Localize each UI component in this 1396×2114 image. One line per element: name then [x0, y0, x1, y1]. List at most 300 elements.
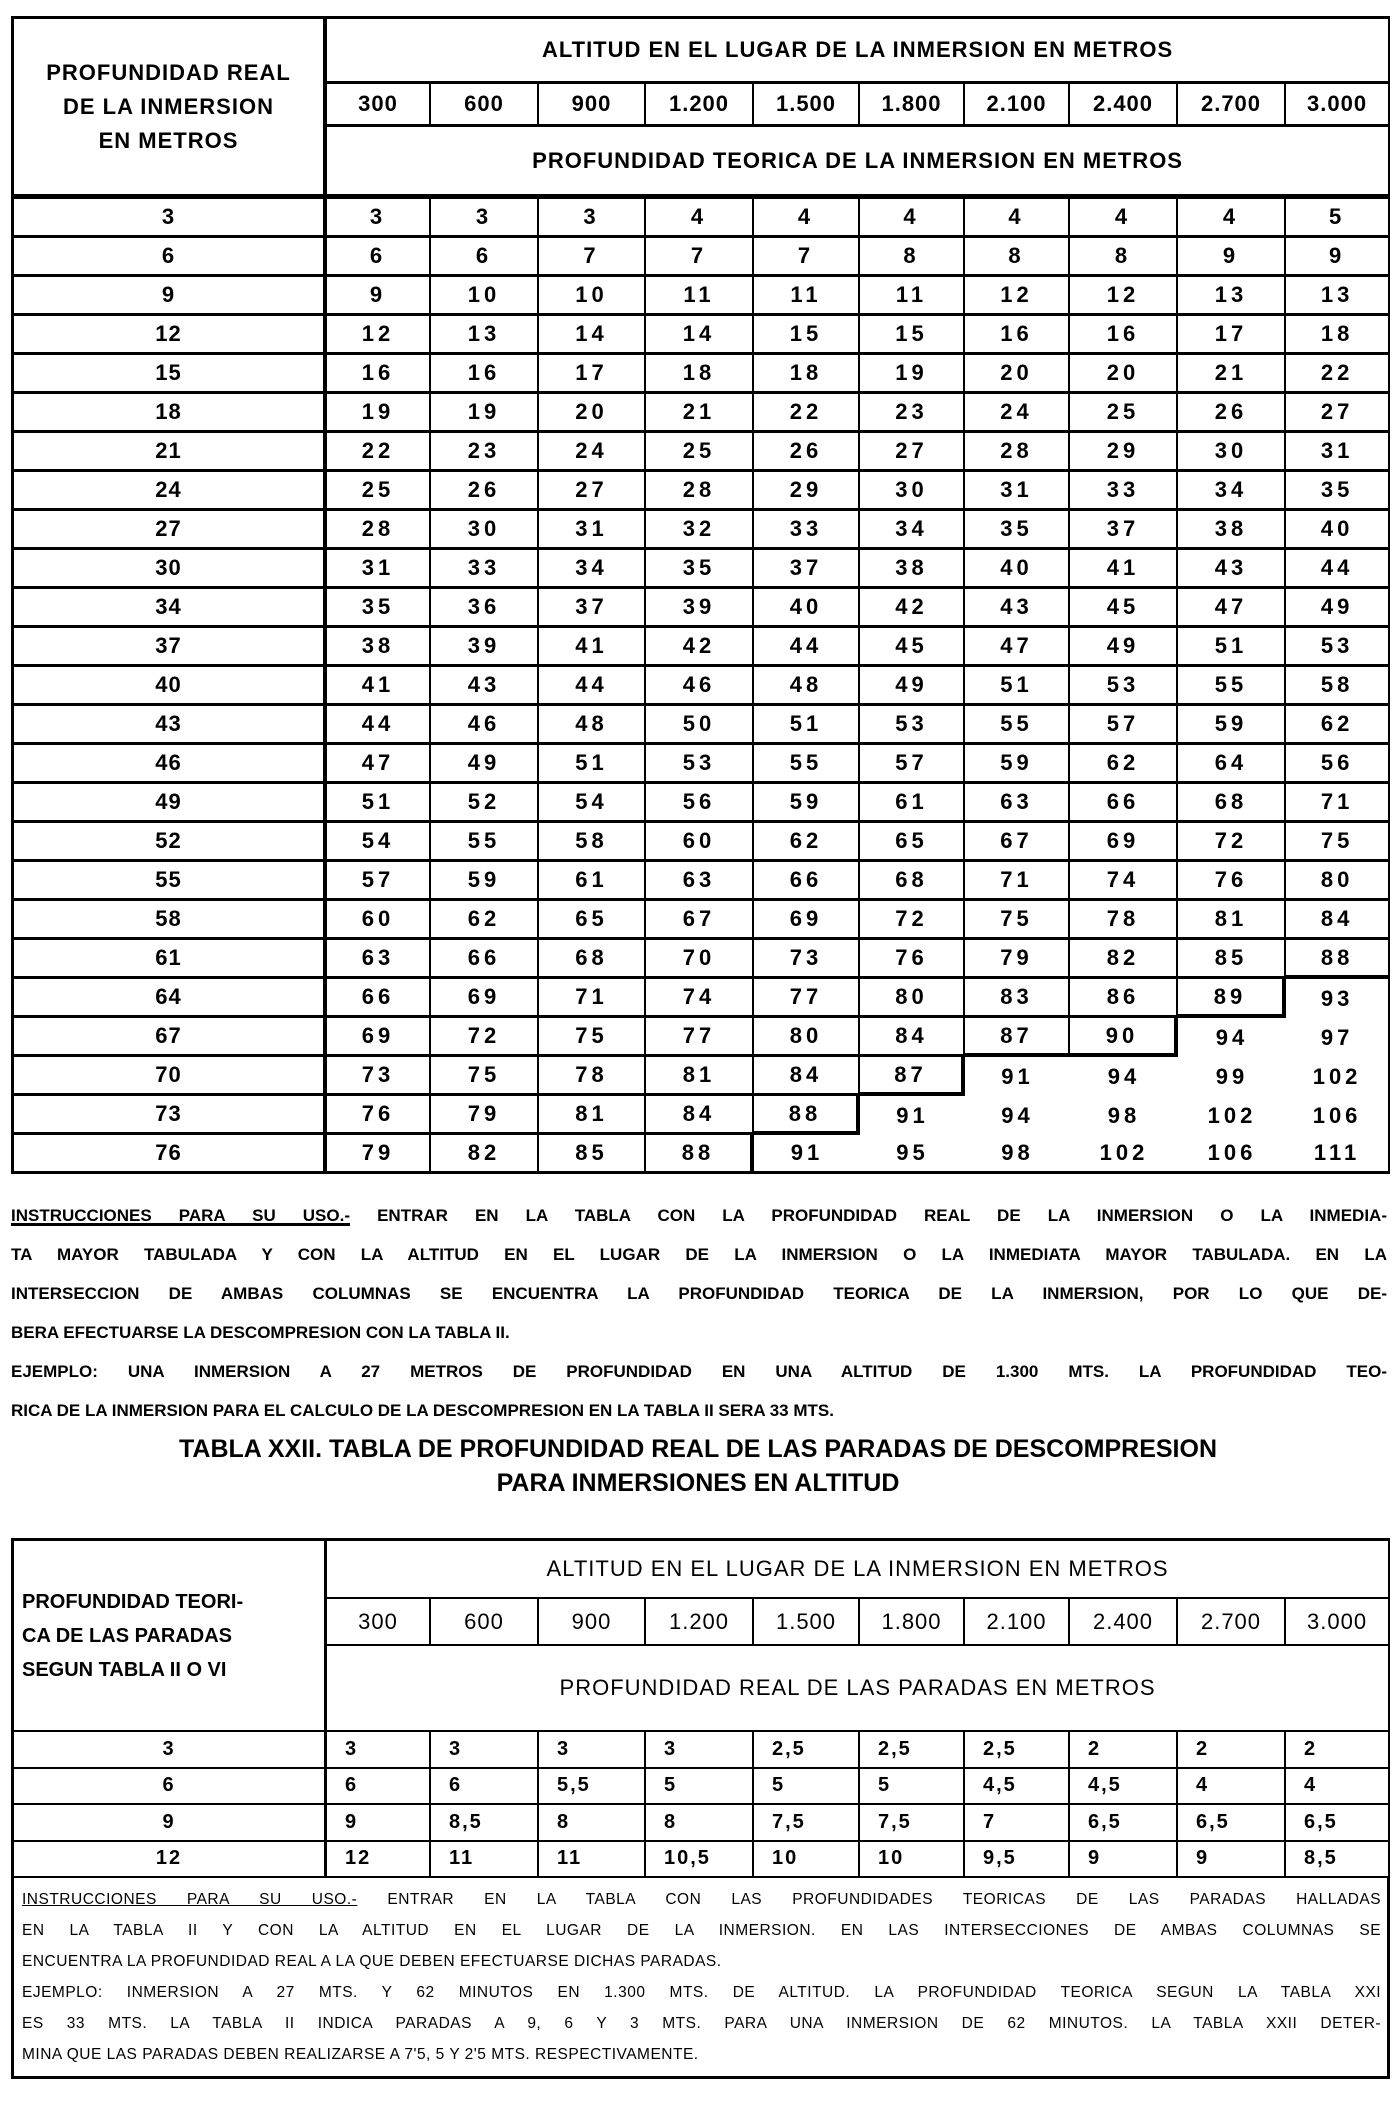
theoretical-depth-cell: 35: [965, 511, 1070, 550]
theoretical-depth-cell: 33: [431, 550, 539, 589]
theoretical-depth-cell: 3: [431, 199, 539, 238]
theoretical-depth-cell: 15: [754, 316, 860, 355]
theoretical-depth-cell: 35: [1286, 472, 1390, 511]
real-depth-cell: 24: [14, 472, 327, 511]
theoretical-depth-cell: 41: [1070, 550, 1178, 589]
theoretical-depth-cell: 80: [1286, 862, 1390, 901]
theoretical-depth-cell: 94: [1215, 1024, 1249, 1050]
theoretical-depth-cell: 16: [1070, 316, 1178, 355]
real-depth-cell: 61: [14, 940, 327, 979]
real-depth-cell: 76: [14, 1135, 327, 1174]
theoretical-stop-cell: 3: [14, 1732, 327, 1769]
theoretical-depth-cell: 7: [754, 238, 860, 277]
theoretical-depth-cell: 64: [1178, 745, 1286, 784]
header-line: EN METROS: [98, 127, 239, 153]
real-stop-depth-cell: 10: [754, 1842, 860, 1879]
theoretical-depth-cell: 62: [754, 823, 860, 862]
theoretical-depth-cell: 53: [1070, 667, 1178, 706]
theoretical-depth-cell: 53: [1286, 628, 1390, 667]
theoretical-depth-cell: 4: [860, 199, 965, 238]
table-row: [14, 667, 1390, 706]
theoretical-depth-cell: 81: [539, 1096, 646, 1135]
real-depth-cell: 46: [14, 745, 327, 784]
theoretical-depth-cell: 62: [431, 901, 539, 940]
real-stop-depth-cell: 10,5: [646, 1842, 754, 1879]
altitude-header-cell: 1.500: [754, 1599, 860, 1646]
altitude-title: ALTITUD EN EL LUGAR DE LA INMERSION EN METROS: [327, 1541, 1390, 1599]
altitude-header-cell: 2.400: [1070, 1599, 1178, 1646]
real-stop-depth-cell: 8: [539, 1805, 646, 1842]
example-line: RICA DE LA INMERSION PARA EL CALCULO DE LA DESCOMPRESION EN LA TABLA II SERA 33 MTS.: [11, 1401, 834, 1420]
theoretical-depth-cell: 43: [1178, 550, 1286, 589]
table-row: [14, 199, 1390, 238]
real-stop-depth-cell: 2,5: [860, 1732, 965, 1769]
theoretical-depth-cell: 88: [1286, 940, 1390, 979]
theoretical-depth-cell: 84: [646, 1096, 754, 1135]
theoretical-depth-cell: 79: [327, 1135, 431, 1174]
title-line: TABLA XXII. TABLA DE PROFUNDIDAD REAL DE LAS PARADAS DE DESCOMPRESION: [178, 1435, 1217, 1463]
theoretical-depth-cell: 74: [1070, 862, 1178, 901]
real-stop-depth-cell: 4,5: [1070, 1769, 1178, 1806]
theoretical-depth-cell: 57: [327, 862, 431, 901]
theoretical-depth-cell: 95: [860, 1135, 965, 1174]
real-stop-depth-cell: 9: [327, 1805, 431, 1842]
theoretical-depth-cell: 68: [1178, 784, 1286, 823]
real-depth-cell: 21: [14, 433, 327, 472]
theoretical-depth-cell: 31: [327, 550, 431, 589]
real-depth-cell: 67: [14, 1018, 327, 1057]
real-stop-depth-cell: 11: [431, 1842, 539, 1879]
theoretical-depth-cell: 55: [1178, 667, 1286, 706]
real-depth-cell: 6: [14, 238, 327, 277]
altitude-header-cell: 1.800: [860, 1599, 965, 1646]
theoretical-stop-cell: 6: [14, 1769, 327, 1806]
theoretical-depth-cell: 18: [754, 355, 860, 394]
theoretical-depth-cell: 14: [539, 316, 646, 355]
altitude-header-cell: 900: [539, 1599, 646, 1646]
real-stop-depth-cell: 6,5: [1286, 1805, 1390, 1842]
theoretical-depth-cell: 87: [965, 1018, 1070, 1057]
theoretical-depth-cell: 13: [1286, 277, 1390, 316]
table-row: [14, 706, 1390, 745]
theoretical-depth-cell: 29: [754, 472, 860, 511]
table-row: [14, 1732, 1390, 1769]
decompression-stops-table: [11, 1538, 1390, 2079]
theoretical-depth-cell: 31: [965, 472, 1070, 511]
theoretical-depth-cell: 37: [539, 589, 646, 628]
theoretical-depth-cell: 84: [860, 1018, 965, 1057]
theoretical-depth-cell: 34: [1178, 472, 1286, 511]
table-row: [14, 784, 1390, 823]
theoretical-depth-cell: 10: [431, 277, 539, 316]
real-stop-depth-cell: 5,5: [539, 1769, 646, 1806]
table-row: [14, 940, 1390, 979]
table-row: [14, 355, 1390, 394]
theoretical-depth-cell: 102: [1207, 1102, 1257, 1128]
theoretical-depth-cell: 53: [646, 745, 754, 784]
real-stop-depth-cell: 6: [431, 1769, 539, 1806]
altitude-header-cell: 2.100: [965, 1599, 1070, 1646]
header-line: PROFUNDIDAD TEORI-: [22, 1590, 244, 1613]
real-stop-depth-cell: 4: [1178, 1769, 1286, 1806]
theoretical-depth-cell: 63: [646, 862, 754, 901]
theoretical-depth-cell: 72: [1178, 823, 1286, 862]
theoretical-depth-cell: 98: [1107, 1102, 1141, 1128]
theoretical-depth-cell: 60: [646, 823, 754, 862]
theoretical-depth-cell: 56: [1286, 745, 1390, 784]
real-stop-depth-cell: 7: [965, 1805, 1070, 1842]
altitude-header-cell: 300: [327, 1599, 431, 1646]
theoretical-depth-cell: 9: [327, 277, 431, 316]
table-row: [14, 862, 1390, 901]
theoretical-depth-cell: 88: [754, 1096, 860, 1135]
theoretical-depth-cell: 63: [965, 784, 1070, 823]
theoretical-depth-cell: 14: [646, 316, 754, 355]
theoretical-depth-cell: 76: [327, 1096, 431, 1135]
table-row: [14, 1769, 1390, 1806]
theoretical-depth-cell: 38: [327, 628, 431, 667]
real-depth-cell: 55: [14, 862, 327, 901]
theoretical-depth-cell: 35: [646, 550, 754, 589]
theoretical-depth-cell: 111: [1286, 1135, 1390, 1174]
theoretical-depth-cell: 23: [431, 433, 539, 472]
theoretical-depth-cell: 45: [860, 628, 965, 667]
theoretical-depth-cell: 79: [965, 940, 1070, 979]
real-depth-cell: 43: [14, 706, 327, 745]
theoretical-depth-cell: 37: [754, 550, 860, 589]
theoretical-depth-cell: 24: [965, 394, 1070, 433]
theoretical-depth-cell: 77: [646, 1018, 754, 1057]
theoretical-depth-cell: 8: [860, 238, 965, 277]
real-depth-cell: 34: [14, 589, 327, 628]
theoretical-depth-cell: 71: [965, 862, 1070, 901]
theoretical-depth-cell: 19: [327, 394, 431, 433]
real-depth-cell: 27: [14, 511, 327, 550]
theoretical-depth-cell: 49: [431, 745, 539, 784]
theoretical-stop-cell: 9: [14, 1805, 327, 1842]
altitude-header-cell: 2.400: [1070, 84, 1178, 127]
theoretical-depth-cell: 76: [860, 940, 965, 979]
theoretical-depth-cell: 16: [327, 355, 431, 394]
table-row: [14, 511, 1390, 550]
real-stop-depth-cell: 5: [754, 1769, 860, 1806]
theoretical-stop-depth-header: [14, 1541, 327, 1732]
real-stop-depth-cell: 2,5: [965, 1732, 1070, 1769]
theoretical-depth-cell: 9: [1286, 238, 1390, 277]
real-stop-depth-cell: 9: [1070, 1842, 1178, 1879]
real-stop-depth-cell: 9: [1178, 1842, 1286, 1879]
real-stop-depth-cell: 3: [539, 1732, 646, 1769]
theoretical-depth-cell: 36: [431, 589, 539, 628]
theoretical-depth-cell: 26: [431, 472, 539, 511]
theoretical-depth-cell: 6: [431, 238, 539, 277]
theoretical-depth-cell: 48: [754, 667, 860, 706]
theoretical-depth-cell: 30: [860, 472, 965, 511]
theoretical-depth-cell: 80: [860, 979, 965, 1018]
theoretical-depth-cell: 45: [1070, 589, 1178, 628]
theoretical-depth-subtitle: PROFUNDIDAD TEORICA DE LA INMERSION EN METROS: [327, 127, 1390, 199]
theoretical-depth-cell: 94: [1107, 1063, 1141, 1089]
theoretical-depth-cell: 4: [1070, 199, 1178, 238]
theoretical-depth-cell: 11: [646, 277, 754, 316]
theoretical-depth-cell: 38: [1178, 511, 1286, 550]
theoretical-depth-cell: 8: [1070, 238, 1178, 277]
real-stop-depth-cell: 4,5: [965, 1769, 1070, 1806]
theoretical-depth-cell: 41: [539, 628, 646, 667]
theoretical-depth-cell: 44: [1286, 550, 1390, 589]
theoretical-depth-cell: 65: [860, 823, 965, 862]
theoretical-depth-cell: 27: [860, 433, 965, 472]
instructions-label: INSTRUCCIONES PARA SU USO.-: [22, 1891, 358, 1908]
altitude-header-cell: 1.500: [754, 84, 860, 127]
real-depth-cell: 18: [14, 394, 327, 433]
real-stop-depth-cell: 6: [327, 1769, 431, 1806]
theoretical-depth-cell: 67: [965, 823, 1070, 862]
theoretical-depth-cell: 91: [754, 1135, 860, 1174]
theoretical-depth-cell: 40: [1286, 511, 1390, 550]
theoretical-depth-cell: 28: [965, 433, 1070, 472]
theoretical-depth-cell: 20: [539, 394, 646, 433]
theoretical-depth-cell: 66: [754, 862, 860, 901]
table-row: [14, 1057, 1390, 1096]
real-depth-cell: 12: [14, 316, 327, 355]
theoretical-depth-cell: 12: [1070, 277, 1178, 316]
real-depth-cell: 58: [14, 901, 327, 940]
theoretical-depth-cell: 3: [539, 199, 646, 238]
table-xxii-title: [0, 1432, 1396, 1500]
table-row: [14, 901, 1390, 940]
theoretical-depth-cell: 72: [860, 901, 965, 940]
real-stop-depth-cell: 3: [431, 1732, 539, 1769]
theoretical-depth-cell: 59: [754, 784, 860, 823]
theoretical-depth-cell: 97: [1286, 1018, 1390, 1057]
real-depth-cell: 37: [14, 628, 327, 667]
theoretical-depth-cell: 17: [539, 355, 646, 394]
theoretical-depth-cell: 69: [431, 979, 539, 1018]
theoretical-depth-cell: 13: [431, 316, 539, 355]
table-row: [14, 394, 1390, 433]
altitude-title: ALTITUD EN EL LUGAR DE LA INMERSION EN METROS: [327, 19, 1390, 84]
theoretical-depth-cell: 28: [327, 511, 431, 550]
theoretical-depth-cell: 54: [327, 823, 431, 862]
instructions-line: TA MAYOR TABULADA Y CON LA ALTITUD EN EL LUGAR DE LA INMERSION O LA INMEDIATA MAYOR TABULADA. EN LA: [11, 1245, 1387, 1264]
real-stop-depth-cell: 8,5: [1286, 1842, 1390, 1879]
table-row: [14, 277, 1390, 316]
theoretical-depth-cell: 55: [965, 706, 1070, 745]
real-stop-depth-cell: 5: [860, 1769, 965, 1806]
instructions-table-1: [11, 1196, 1387, 1430]
real-stop-depth-cell: 9,5: [965, 1842, 1070, 1879]
real-depth-header: [14, 19, 327, 199]
real-stop-depth-cell: 7,5: [754, 1805, 860, 1842]
real-stop-depth-cell: 12: [327, 1842, 431, 1879]
real-stop-depth-cell: 3: [327, 1732, 431, 1769]
theoretical-depth-cell: 93: [1286, 979, 1390, 1018]
theoretical-depth-cell: 78: [1070, 901, 1178, 940]
theoretical-depth-cell: 22: [1286, 355, 1390, 394]
theoretical-depth-cell: 94: [1001, 1102, 1034, 1128]
theoretical-depth-cell: 21: [1178, 355, 1286, 394]
theoretical-depth-cell: 28: [646, 472, 754, 511]
theoretical-depth-cell: 78: [539, 1057, 646, 1096]
theoretical-depth-cell: 7: [539, 238, 646, 277]
theoretical-depth-cell: 71: [1286, 784, 1390, 823]
real-stop-depth-cell: 4: [1286, 1769, 1390, 1806]
theoretical-depth-cell: 20: [1070, 355, 1178, 394]
table-row: [14, 628, 1390, 667]
theoretical-depth-cell: 38: [860, 550, 965, 589]
theoretical-depth-cell: 68: [860, 862, 965, 901]
instructions-label: INSTRUCCIONES PARA SU USO.-: [11, 1206, 351, 1225]
example-line: EJEMPLO: UNA INMERSION A 27 METROS DE PROFUNDIDAD EN UNA ALTITUD DE 1.300 MTS. LA PROFUNDIDAD TEO-: [11, 1362, 1387, 1381]
real-stop-depth-cell: 2: [1178, 1732, 1286, 1769]
header-line: DE LA INMERSION: [63, 93, 274, 119]
theoretical-depth-cell: 49: [860, 667, 965, 706]
altitude-header-cell: 600: [431, 84, 539, 127]
theoretical-depth-cell: 69: [1070, 823, 1178, 862]
theoretical-depth-cell: 25: [327, 472, 431, 511]
theoretical-depth-cell: 21: [646, 394, 754, 433]
theoretical-depth-cell: 75: [539, 1018, 646, 1057]
instructions-line: ENCUENTRA LA PROFUNDIDAD REAL A LA QUE DEBEN EFECTUARSE DICHAS PARADAS.: [22, 1953, 722, 1970]
theoretical-depth-cell: 16: [431, 355, 539, 394]
theoretical-depth-cell: 59: [965, 745, 1070, 784]
theoretical-depth-cell: 33: [754, 511, 860, 550]
theoretical-depth-cell: 40: [965, 550, 1070, 589]
theoretical-depth-cell: 18: [1286, 316, 1390, 355]
theoretical-depth-cell: 20: [965, 355, 1070, 394]
table-row: [14, 238, 1390, 277]
altitude-header-cell: 3.000: [1286, 1599, 1390, 1646]
altitude-header-cell: 900: [539, 84, 646, 127]
example-line: MINA QUE LAS PARADAS DEBEN REALIZARSE A 7'5, 5 Y 2'5 MTS. RESPECTIVAMENTE.: [22, 2046, 699, 2063]
theoretical-depth-cell: 51: [539, 745, 646, 784]
header-line: PROFUNDIDAD REAL: [46, 59, 291, 85]
theoretical-depth-cell: 73: [327, 1057, 431, 1096]
theoretical-depth-cell: 30: [1178, 433, 1286, 472]
theoretical-depth-cell: 61: [539, 862, 646, 901]
theoretical-depth-cell: 30: [431, 511, 539, 550]
real-depth-cell: 30: [14, 550, 327, 589]
theoretical-depth-cell: 50: [646, 706, 754, 745]
real-depth-cell: 9: [14, 277, 327, 316]
theoretical-depth-cell: 53: [860, 706, 965, 745]
theoretical-depth-cell: 22: [754, 394, 860, 433]
theoretical-depth-cell: 47: [1178, 589, 1286, 628]
table-row: [14, 823, 1390, 862]
theoretical-depth-cell: 85: [539, 1135, 646, 1174]
theoretical-depth-cell: 60: [327, 901, 431, 940]
theoretical-depth-cell: 18: [646, 355, 754, 394]
theoretical-depth-cell: 3: [327, 199, 431, 238]
theoretical-depth-cell: 25: [1070, 394, 1178, 433]
theoretical-depth-cell: 12: [965, 277, 1070, 316]
theoretical-depth-cell: 51: [965, 667, 1070, 706]
theoretical-depth-cell: 82: [431, 1135, 539, 1174]
theoretical-depth-cell: 25: [646, 433, 754, 472]
theoretical-depth-cell: 86: [1070, 979, 1178, 1018]
theoretical-depth-cell: 89: [1178, 979, 1286, 1018]
theoretical-depth-cell: 22: [327, 433, 431, 472]
instructions-line: ENTRAR EN LA TABLA CON LA PROFUNDIDAD REAL DE LA INMERSION O LA INMEDIA-: [377, 1206, 1387, 1225]
theoretical-depth-cell: 67: [646, 901, 754, 940]
table-row: [14, 979, 1390, 1018]
theoretical-depth-cell: 75: [431, 1057, 539, 1096]
theoretical-depth-cell: 66: [327, 979, 431, 1018]
theoretical-depth-cell: 106: [1178, 1135, 1286, 1174]
altitude-header-cell: 300: [327, 84, 431, 127]
theoretical-depth-cell: 42: [646, 628, 754, 667]
theoretical-depth-cell: 62: [1070, 745, 1178, 784]
theoretical-depth-cell: 80: [754, 1018, 860, 1057]
theoretical-depth-cell: 65: [539, 901, 646, 940]
theoretical-depth-cell: 82: [1070, 940, 1178, 979]
theoretical-depth-cell: 70: [646, 940, 754, 979]
theoretical-depth-cell: 40: [754, 589, 860, 628]
table-row: [14, 433, 1390, 472]
theoretical-depth-cell: 69: [754, 901, 860, 940]
theoretical-depth-cell: 34: [539, 550, 646, 589]
theoretical-depth-cell: 27: [539, 472, 646, 511]
table-row: [14, 1805, 1390, 1842]
title-line: PARA INMERSIONES EN ALTITUD: [496, 1469, 900, 1497]
theoretical-depth-cell: 106: [1286, 1096, 1390, 1135]
theoretical-depth-cell: 47: [965, 628, 1070, 667]
real-stop-depth-cell: 2: [1070, 1732, 1178, 1769]
theoretical-depth-cell: 58: [539, 823, 646, 862]
theoretical-depth-cell: 56: [646, 784, 754, 823]
table-row: [14, 589, 1390, 628]
theoretical-depth-cell: 34: [860, 511, 965, 550]
theoretical-depth-cell: 7: [646, 238, 754, 277]
real-stop-depth-cell: 8: [646, 1805, 754, 1842]
table-row: [14, 1018, 1390, 1057]
theoretical-depth-cell: 57: [1070, 706, 1178, 745]
theoretical-depth-cell: 5: [1286, 199, 1390, 238]
theoretical-depth-cell: 46: [431, 706, 539, 745]
theoretical-depth-cell: 4: [1178, 199, 1286, 238]
theoretical-depth-cell: 49: [1286, 589, 1390, 628]
theoretical-depth-cell: 85: [1178, 940, 1286, 979]
theoretical-depth-cell: 11: [754, 277, 860, 316]
theoretical-depth-cell: 90: [1070, 1018, 1178, 1057]
theoretical-depth-cell: 91: [896, 1102, 929, 1128]
table-row: [14, 550, 1390, 589]
theoretical-depth-cell: 51: [327, 784, 431, 823]
table-row: [14, 1842, 1390, 1879]
theoretical-depth-cell: 26: [754, 433, 860, 472]
real-stop-depth-cell: 3: [646, 1732, 754, 1769]
theoretical-depth-cell: 4: [965, 199, 1070, 238]
theoretical-depth-cell: 47: [327, 745, 431, 784]
theoretical-depth-cell: 15: [860, 316, 965, 355]
theoretical-depth-cell: 62: [1286, 706, 1390, 745]
theoretical-depth-cell: 66: [1070, 784, 1178, 823]
theoretical-depth-cell: 77: [754, 979, 860, 1018]
theoretical-depth-cell: 76: [1178, 862, 1286, 901]
theoretical-stop-cell: 12: [14, 1842, 327, 1879]
theoretical-depth-cell: 29: [1070, 433, 1178, 472]
theoretical-depth-cell: 11: [860, 277, 965, 316]
theoretical-depth-cell: 51: [1178, 628, 1286, 667]
altitude-header-cell: 3.000: [1286, 84, 1390, 127]
real-depth-cell: 64: [14, 979, 327, 1018]
theoretical-depth-cell: 27: [1286, 394, 1390, 433]
altitude-header-cell: 1.200: [646, 1599, 754, 1646]
real-stop-depth-cell: 2: [1286, 1732, 1390, 1769]
theoretical-depth-cell: 68: [539, 940, 646, 979]
theoretical-depth-cell: 42: [860, 589, 965, 628]
